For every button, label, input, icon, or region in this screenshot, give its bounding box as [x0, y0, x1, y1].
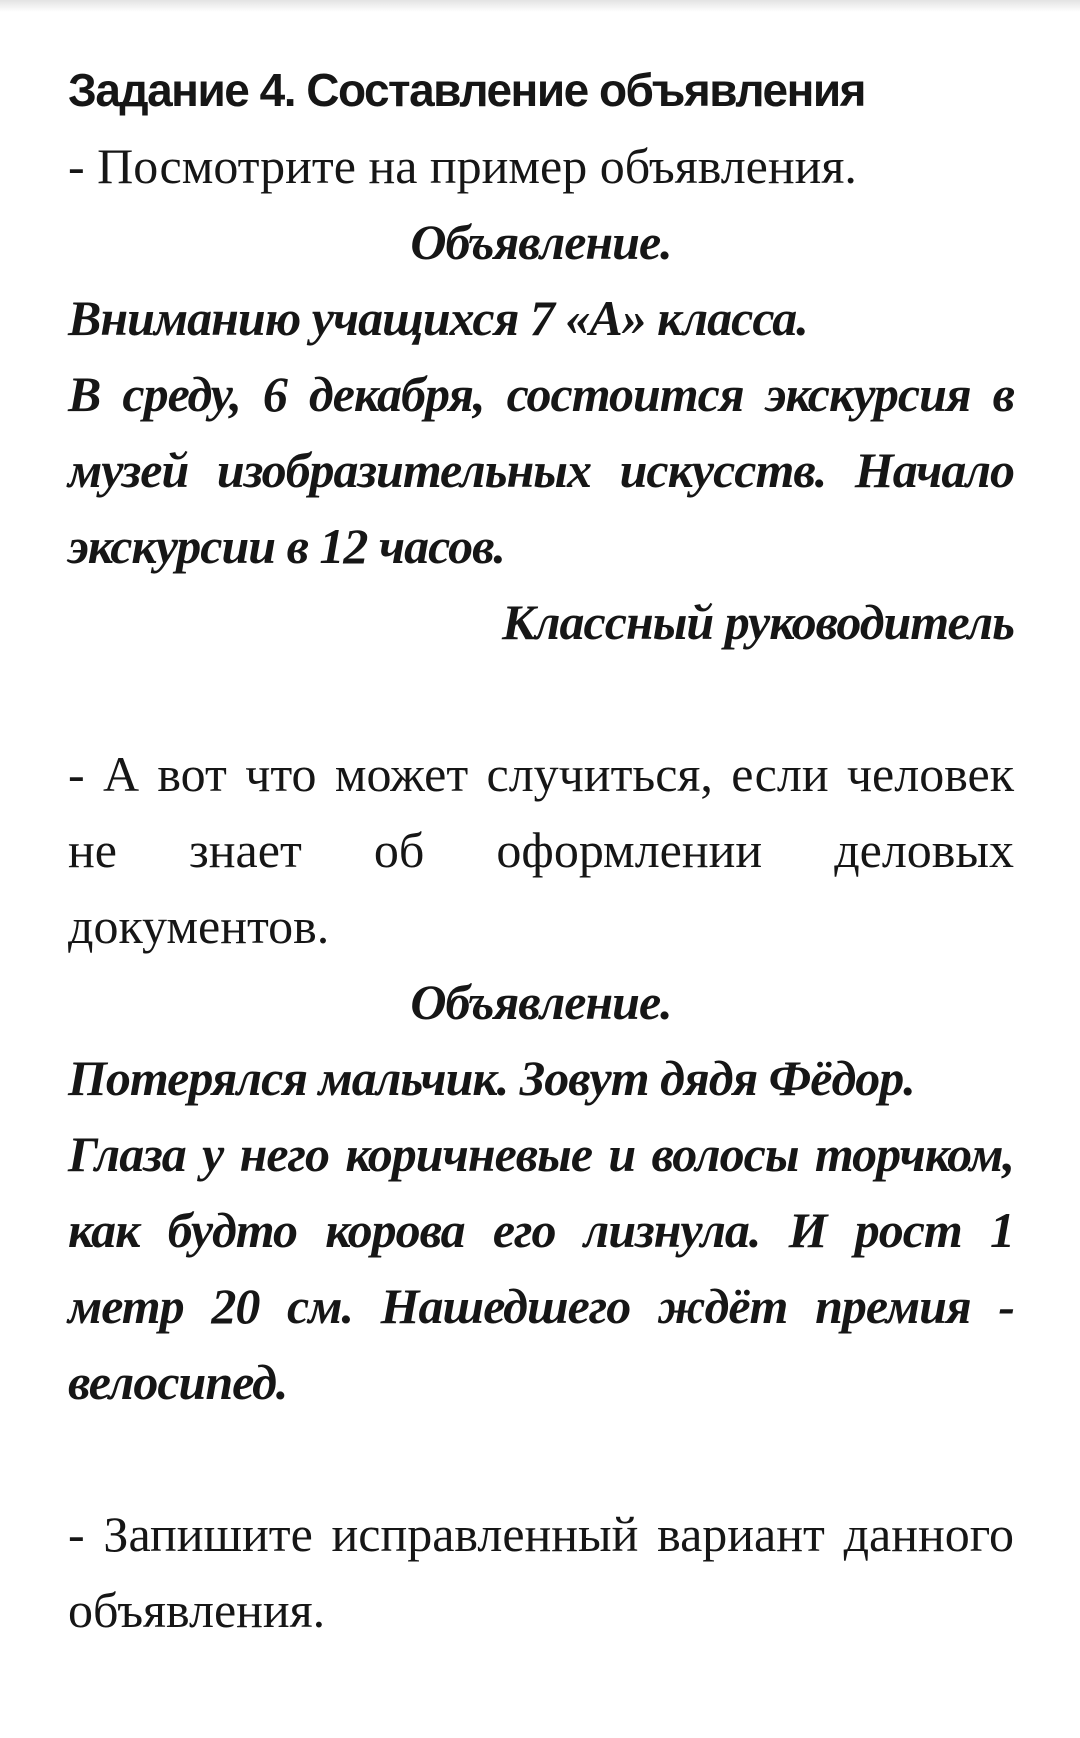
document-page: [68, 52, 1014, 1648]
bad-ad-body: Глаза у него коричневые и волосы торчком, как будто корова его лизнула. И рост 1 метр 20 см. Нашедшего ждёт премия - велосипед.: [68, 1126, 1014, 1410]
spacer: [68, 1420, 1014, 1496]
bad-ad-line1: Потерялся мальчик. Зовут дядя Фёдор.: [68, 1050, 915, 1106]
example-ad-audience: Вниманию учащихся 7 «А» класса.: [68, 290, 808, 346]
example-ad-signature: Классный руководитель: [501, 594, 1014, 650]
top-shadow: [0, 0, 1080, 12]
example-ad-title: Объявление.: [410, 214, 672, 270]
task-heading: Задание 4. Составление объявления: [68, 64, 866, 116]
example-ad-body: В среду, 6 декабря, состоится экскурсия в музей изобразительных искусств. Начало экскурсии в 12 часов.: [68, 366, 1014, 574]
bad-ad-title: Объявление.: [410, 974, 672, 1030]
transition-text: - А вот что может случиться, если человек не знает об оформлении деловых документов.: [68, 746, 1014, 954]
task-intro: - Посмотрите на пример объявления.: [68, 138, 857, 194]
spacer: [68, 660, 1014, 736]
instruction-text: - Запишите исправленный вариант данного объявления.: [68, 1506, 1014, 1638]
